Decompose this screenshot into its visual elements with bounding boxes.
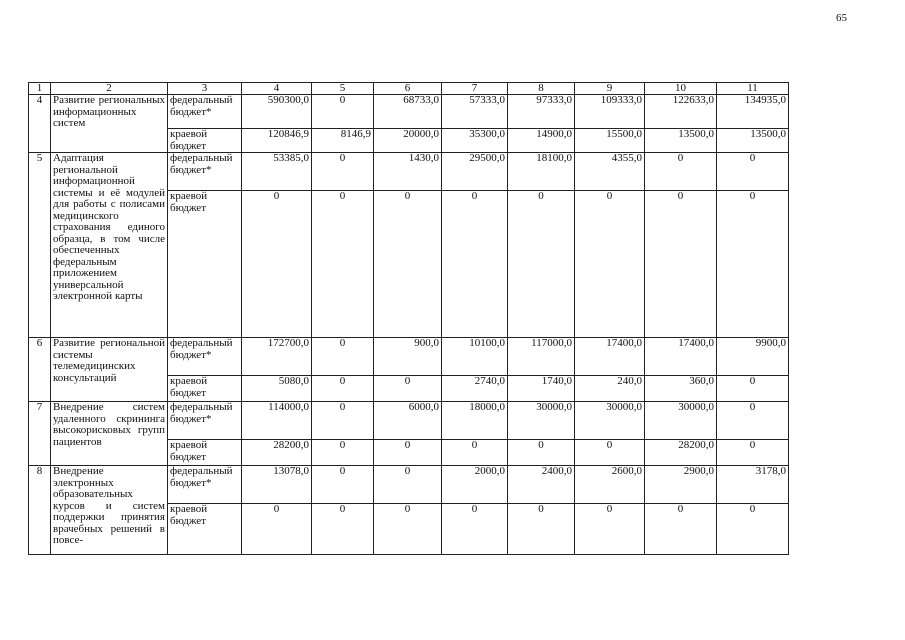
amount-cell: 0	[312, 95, 374, 129]
measure-name: Внедрение систем удаленного скрининга высокорисковых групп пациентов	[51, 402, 168, 466]
amount-cell: 30000,0	[645, 402, 717, 440]
amount-cell: 0	[312, 440, 374, 466]
amount-cell: 2900,0	[645, 466, 717, 504]
funding-source: федеральный бюджет*	[168, 402, 242, 440]
funding-source: федеральный бюджет*	[168, 95, 242, 129]
amount-cell: 15500,0	[575, 129, 645, 153]
amount-cell: 20000,0	[374, 129, 442, 153]
amount-cell: 1430,0	[374, 153, 442, 191]
amount-cell: 0	[442, 504, 508, 555]
amount-cell: 30000,0	[508, 402, 575, 440]
amount-cell: 0	[312, 466, 374, 504]
measure-name: Развитие региональных информационных систем	[51, 95, 168, 153]
page-number: 65	[836, 12, 847, 24]
row-number: 6	[29, 338, 51, 402]
amount-cell: 900,0	[374, 338, 442, 376]
amount-cell: 0	[374, 376, 442, 402]
amount-cell: 9900,0	[717, 338, 789, 376]
column-header: 7	[442, 83, 508, 95]
budget-table	[28, 82, 789, 555]
amount-cell: 1740,0	[508, 376, 575, 402]
amount-cell: 13500,0	[645, 129, 717, 153]
column-header: 9	[575, 83, 645, 95]
amount-cell: 97333,0	[508, 95, 575, 129]
table-row	[29, 402, 789, 440]
amount-cell: 35300,0	[442, 129, 508, 153]
amount-cell: 0	[508, 504, 575, 555]
funding-source: федеральный бюджет*	[168, 466, 242, 504]
amount-cell: 0	[717, 504, 789, 555]
amount-cell: 18000,0	[442, 402, 508, 440]
amount-cell: 0	[374, 504, 442, 555]
amount-cell: 13078,0	[242, 466, 312, 504]
amount-cell: 17400,0	[575, 338, 645, 376]
amount-cell: 117000,0	[508, 338, 575, 376]
amount-cell: 0	[312, 338, 374, 376]
amount-cell: 28200,0	[645, 440, 717, 466]
amount-cell: 134935,0	[717, 95, 789, 129]
amount-cell: 13500,0	[717, 129, 789, 153]
amount-cell: 0	[312, 504, 374, 555]
amount-cell: 14900,0	[508, 129, 575, 153]
amount-cell: 240,0	[575, 376, 645, 402]
amount-cell: 0	[442, 191, 508, 338]
amount-cell: 29500,0	[442, 153, 508, 191]
amount-cell: 0	[575, 191, 645, 338]
amount-cell: 0	[508, 440, 575, 466]
funding-source: краевой бюджет	[168, 376, 242, 402]
column-header: 1	[29, 83, 51, 95]
amount-cell: 0	[508, 191, 575, 338]
funding-source: краевой бюджет	[168, 191, 242, 338]
amount-cell: 114000,0	[242, 402, 312, 440]
amount-cell: 57333,0	[442, 95, 508, 129]
row-number: 8	[29, 466, 51, 555]
amount-cell: 5080,0	[242, 376, 312, 402]
column-header: 4	[242, 83, 312, 95]
amount-cell: 10100,0	[442, 338, 508, 376]
amount-cell: 0	[645, 153, 717, 191]
amount-cell: 0	[645, 191, 717, 338]
amount-cell: 0	[442, 440, 508, 466]
column-header: 8	[508, 83, 575, 95]
amount-cell: 2400,0	[508, 466, 575, 504]
amount-cell: 0	[575, 504, 645, 555]
amount-cell: 0	[242, 191, 312, 338]
amount-cell: 3178,0	[717, 466, 789, 504]
amount-cell: 17400,0	[645, 338, 717, 376]
amount-cell: 120846,9	[242, 129, 312, 153]
amount-cell: 53385,0	[242, 153, 312, 191]
amount-cell: 0	[374, 191, 442, 338]
amount-cell: 0	[312, 191, 374, 338]
column-header: 3	[168, 83, 242, 95]
amount-cell: 360,0	[645, 376, 717, 402]
amount-cell: 0	[717, 440, 789, 466]
amount-cell: 0	[312, 376, 374, 402]
column-header: 10	[645, 83, 717, 95]
table-row	[29, 95, 789, 129]
header-row	[29, 83, 789, 95]
row-number: 4	[29, 95, 51, 153]
measure-name: Развитие региональной системы телемедицинских консультаций	[51, 338, 168, 402]
table-row	[29, 153, 789, 191]
column-header: 11	[717, 83, 789, 95]
amount-cell: 0	[717, 376, 789, 402]
amount-cell: 172700,0	[242, 338, 312, 376]
amount-cell: 30000,0	[575, 402, 645, 440]
column-header: 6	[374, 83, 442, 95]
column-header: 5	[312, 83, 374, 95]
amount-cell: 8146,9	[312, 129, 374, 153]
amount-cell: 0	[717, 402, 789, 440]
amount-cell: 0	[374, 466, 442, 504]
amount-cell: 68733,0	[374, 95, 442, 129]
amount-cell: 0	[312, 153, 374, 191]
amount-cell: 0	[242, 504, 312, 555]
table-row	[29, 338, 789, 376]
amount-cell: 0	[645, 504, 717, 555]
amount-cell: 2740,0	[442, 376, 508, 402]
amount-cell: 0	[374, 440, 442, 466]
amount-cell: 18100,0	[508, 153, 575, 191]
funding-source: краевой бюджет	[168, 440, 242, 466]
amount-cell: 28200,0	[242, 440, 312, 466]
amount-cell: 2000,0	[442, 466, 508, 504]
row-number: 5	[29, 153, 51, 338]
amount-cell: 0	[575, 440, 645, 466]
funding-source: краевой бюджет	[168, 504, 242, 555]
measure-name: Внедрение электронных образовательных курсов и систем поддержки принятия врачебных решений в повсе-	[51, 466, 168, 555]
amount-cell: 6000,0	[374, 402, 442, 440]
row-number: 7	[29, 402, 51, 466]
column-header: 2	[51, 83, 168, 95]
funding-source: федеральный бюджет*	[168, 338, 242, 376]
amount-cell: 109333,0	[575, 95, 645, 129]
table-row	[29, 466, 789, 504]
funding-source: краевой бюджет	[168, 129, 242, 153]
amount-cell: 0	[312, 402, 374, 440]
amount-cell: 0	[717, 153, 789, 191]
measure-name: Адаптация региональной информационной системы и её модулей для работы с полисами медицинского страхования единого образца, в том числе обеспеченных федеральным приложением универсальной электронной карты	[51, 153, 168, 338]
amount-cell: 590300,0	[242, 95, 312, 129]
amount-cell: 2600,0	[575, 466, 645, 504]
funding-source: федеральный бюджет*	[168, 153, 242, 191]
amount-cell: 122633,0	[645, 95, 717, 129]
amount-cell: 0	[717, 191, 789, 338]
amount-cell: 4355,0	[575, 153, 645, 191]
